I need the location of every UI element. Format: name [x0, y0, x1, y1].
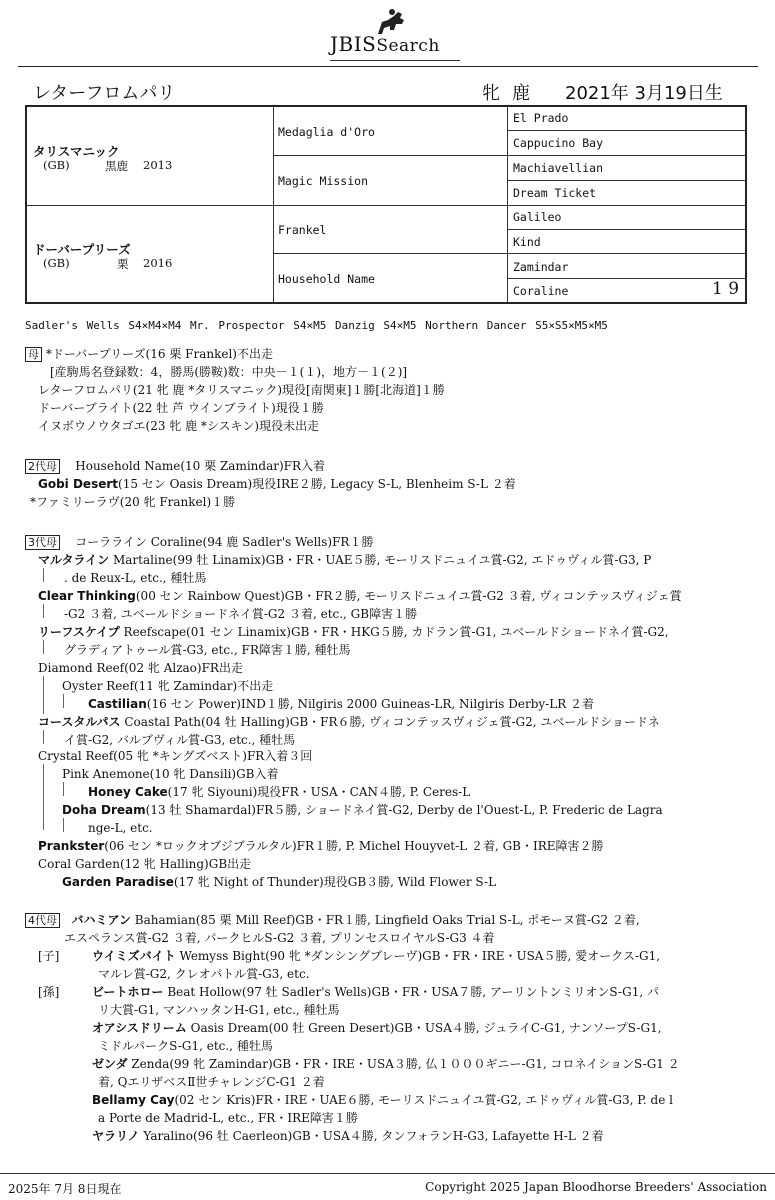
jbis-logo[interactable]	[330, 8, 460, 56]
gen2-line-2-bold[interactable]: Gobi Desert	[38, 477, 119, 491]
gen3-line-19-bold[interactable]: Garden Paradise	[62, 875, 174, 889]
dam-year: 2016	[143, 256, 173, 270]
gen3-line-15-bold[interactable]: Doha Dream	[62, 803, 146, 817]
gen3-line-5: Reefscape(01 セン Linamix)GB・FR・HKG５勝, カドラン賞-G1, ユベールドショードネイ賞-G2,	[119, 625, 669, 639]
gen3-line-18: Coral Garden(12 牝 Halling)GB出走	[38, 857, 252, 871]
gen3-8[interactable]: Coraline	[513, 284, 569, 298]
dam-sire[interactable]: Frankel	[278, 223, 327, 237]
gen4-line-11: a Porte de Madrid-L, etc., FR・IRE障害１勝	[98, 1111, 358, 1125]
gen3-line-13: Pink Anemone(10 牝 Dansili)GB入着	[62, 767, 279, 781]
dam-line-5: イヌボウノウタゴエ(23 牝 鹿 *シスキン)現役未出走	[38, 419, 320, 433]
logo-text-jbis: JBIS	[330, 32, 377, 56]
logo-text-search: Search	[376, 36, 440, 56]
gen4-line-6-bold[interactable]: オアシスドリーム	[92, 1021, 187, 1035]
gen4-section-label: 4代母	[25, 913, 60, 928]
dam-color: 栗	[117, 257, 129, 271]
gen4-line-12-bold[interactable]: ヤラリノ	[92, 1129, 140, 1143]
gen3-4[interactable]: Dream Ticket	[513, 186, 597, 200]
gen4-line-4: Beat Hollow(97 牡 Sadler's Wells)GB・FR・USA７勝, アーリントンミリオンS-G1, パ	[163, 985, 659, 999]
gen3-line-1-bold[interactable]: マルタライン	[38, 553, 110, 567]
dam-section-label: 母	[25, 347, 42, 362]
dam-line-1: *ドーバープリーズ(16 栗 Frankel)不出走	[45, 347, 273, 361]
gen4-line-6: Oasis Dream(00 牡 Green Desert)GB・USA４勝, ジュライC-G1, ナンソープS-G1,	[186, 1021, 662, 1035]
gen2-section-label: 2代母	[25, 459, 60, 474]
horse-name: レターフロムパリ	[33, 83, 176, 104]
gen3-line-10-bold[interactable]: コースタルパス	[38, 715, 121, 729]
gen3-line-11: イ賞-G2, バルブヴィル賞-G3, etc., 種牡馬	[64, 733, 296, 747]
gen3-line-7: Diamond Reef(02 牝 Alzao)FR出走	[38, 661, 243, 675]
sire-color: 黒鹿	[105, 159, 128, 173]
gen3-line-4: -G2 ３着, ユベールドショードネイ賞-G2 ３着, etc., GB障害１勝	[64, 607, 418, 621]
gen3-line-17: (06 セン *ロックオブジブラルタル)FR１勝, P. Michel Houyvet-L ２着, GB・IRE障害２勝	[104, 839, 604, 853]
gen3-line-9: (16 セン Power)IND１勝, Nilgiris 2000 Guineas-LR, Nilgiris Derby-LR ２着	[146, 697, 595, 711]
gen3-6[interactable]: Kind	[513, 235, 541, 249]
gen4-line-3: マルレ賞-G2, クレオパトル賞-G3, etc.	[98, 967, 310, 981]
dam-name[interactable]: ドーバープリーズ	[33, 242, 131, 257]
gen2-line-2-rest: (15 セン Oasis Dream)現役IRE２勝, Legacy S-L, Blenheim S-L ２着	[118, 477, 516, 491]
gen4-line-1: エスペランス賞-G2 ３着, パークヒルS-G2 ３着, プリンセスロイヤルS-G3 ４着	[64, 931, 495, 945]
gen3-line-1: Martaline(99 牡 Linamix)GB・FR・UAE５勝, モーリスドニュイユ賞-G2, エドゥヴィル賞-G3, P	[109, 553, 652, 567]
gen4-line-0-bold[interactable]: バハミアン	[71, 913, 131, 927]
footer-date: 2025年 7月 8日現在	[8, 1182, 122, 1196]
horse-sex: 牝	[482, 83, 500, 104]
dam-line-4: ドーバーブライト(22 牡 芦 ウインブライト)現役１勝	[38, 401, 324, 415]
dam-line-3: レターフロムパリ(21 牝 鹿 *タリスマニック)現役[南関東]１勝[北海道]１勝	[38, 383, 445, 397]
gen4-line-9: 着, QエリザベスⅡ世チャレンジC-G1 ２着	[98, 1075, 325, 1089]
gen3-section-label: 3代母	[25, 535, 60, 550]
gen4-line-7: ミドルパークS-G1, etc., 種牡馬	[98, 1039, 273, 1053]
gen2-line-3: *ファミリーラヴ(20 牝 Frankel)１勝	[30, 495, 236, 509]
gen3-line-12: Crystal Reef(05 牝 *キングズベスト)FR入着３回	[38, 749, 313, 763]
gen3-line-9-bold[interactable]: Castilian	[88, 697, 147, 711]
gen4-line-0: Bahamian(85 栗 Mill Reef)GB・FR１勝, Lingfield Oaks Trial S-L, ポモーヌ賞-G2 ２着,	[130, 913, 640, 927]
gen3-line-5-bold[interactable]: リーフスケイプ	[38, 625, 120, 639]
sire-country: (GB)	[43, 158, 70, 172]
horse-color: 鹿	[512, 83, 530, 104]
gen3-7[interactable]: Zamindar	[513, 260, 569, 274]
gen2-line-1: Household Name(10 栗 Zamindar)FR入着	[75, 459, 325, 473]
gen3-line-19: (17 牝 Night of Thunder)現役GB３勝, Wild Flower S-L	[173, 875, 497, 889]
gen3-5[interactable]: Galileo	[513, 210, 562, 224]
gen3-line-6: グラディアトゥール賞-G3, etc., FR障害１勝, 種牡馬	[64, 643, 351, 657]
inbreeding-line: Sadler's Wells S4×M4×M4 Mr. Prospector S4×M5 Danzig S4×M5 Northern Dancer S5×S5×M5×M5	[25, 319, 608, 332]
gen3-line-17-bold[interactable]: Prankster	[38, 839, 105, 853]
child-label: [子]	[38, 949, 60, 963]
gen3-line-14-bold[interactable]: Honey Cake	[88, 785, 168, 799]
pedigree-table	[25, 105, 747, 304]
gen4-line-5: リ大賞-G1, マンハッタンH-G1, etc., 種牡馬	[98, 1003, 340, 1017]
grandchild-label: [孫]	[38, 985, 60, 999]
gen3-line-16: nge-L, etc.	[88, 821, 153, 835]
gen3-line-15: (13 牡 Shamardal)FR５勝, ショードネイ賞-G2, Derby de l'Ouest-L, P. Frederic de Lagra	[145, 803, 663, 817]
gen4-line-4-bold[interactable]: ビートホロー	[92, 985, 164, 999]
gen3-line-10: Coastal Path(04 牡 Halling)GB・FR６勝, ヴィコンテッスヴィジェ賞-G2, ユベールドショードネ	[120, 715, 660, 729]
gen3-3[interactable]: Machiavellian	[513, 161, 604, 175]
gen4-line-12: Yaralino(96 牡 Caerleon)GB・USA４勝, タンフォランH-G3, Lafayette H-L ２着	[139, 1129, 604, 1143]
gen3-line-3-bold[interactable]: Clear Thinking	[38, 589, 136, 603]
dam-dam[interactable]: Household Name	[278, 272, 375, 286]
footer-copyright: Copyright 2025 Japan Bloodhorse Breeders' Association	[425, 1180, 767, 1194]
gen4-line-8-bold[interactable]: ゼンダ	[92, 1057, 128, 1071]
sire-year: 2013	[143, 158, 173, 172]
sire-name[interactable]: タリスマニック	[33, 144, 120, 159]
sire-sire[interactable]: Medaglia d'Oro	[278, 125, 375, 139]
family-number: 1 9	[712, 279, 740, 299]
gen3-line-0: コーラライン Coraline(94 鹿 Sadler's Wells)FR１勝	[75, 535, 374, 549]
gen3-line-14: (17 牝 Siyouni)現役FR・USA・CAN４勝, P. Ceres-L	[167, 785, 471, 799]
dam-line-2: [産駒馬名登録数：4，勝馬(勝鞍)数：中央－１(１)，地方－１(２)]	[50, 365, 408, 379]
gen3-line-8: Oyster Reef(11 牝 Zamindar)不出走	[62, 679, 274, 693]
gen4-line-10-bold[interactable]: Bellamy Cay	[92, 1093, 175, 1107]
sire-dam[interactable]: Magic Mission	[278, 174, 369, 188]
gen4-line-10: (02 セン Kris)FR・IRE・UAE６勝, モーリスドニュイユ賞-G2, エドゥヴィル賞-G3, P. de l	[174, 1093, 673, 1107]
gen4-line-8: Zenda(99 牝 Zamindar)GB・FR・IRE・USA３勝, 仏１０００ギニー-G1, コロネイションS-G1 ２	[127, 1057, 680, 1071]
gen4-line-2-bold[interactable]: ウイミズバイト	[92, 949, 176, 963]
gen4-line-2: Wemyss Bight(90 牝 *ダンシングブレーヴ)GB・FR・IRE・USA５勝, 愛オークス-G1,	[175, 949, 661, 963]
gen3-1[interactable]: El Prado	[513, 111, 569, 125]
dam-country: (GB)	[43, 256, 70, 270]
gen3-2[interactable]: Cappucino Bay	[513, 136, 604, 150]
gen3-line-3: (00 セン Rainbow Quest)GB・FR２勝, モーリスドニュイユ賞-G2 ３着, ヴィコンテッスヴィジェ賞	[135, 589, 682, 603]
horse-birth: 2021年 3月19日生	[565, 83, 723, 104]
gen3-line-2: . de Reux-L, etc., 種牡馬	[64, 571, 207, 585]
